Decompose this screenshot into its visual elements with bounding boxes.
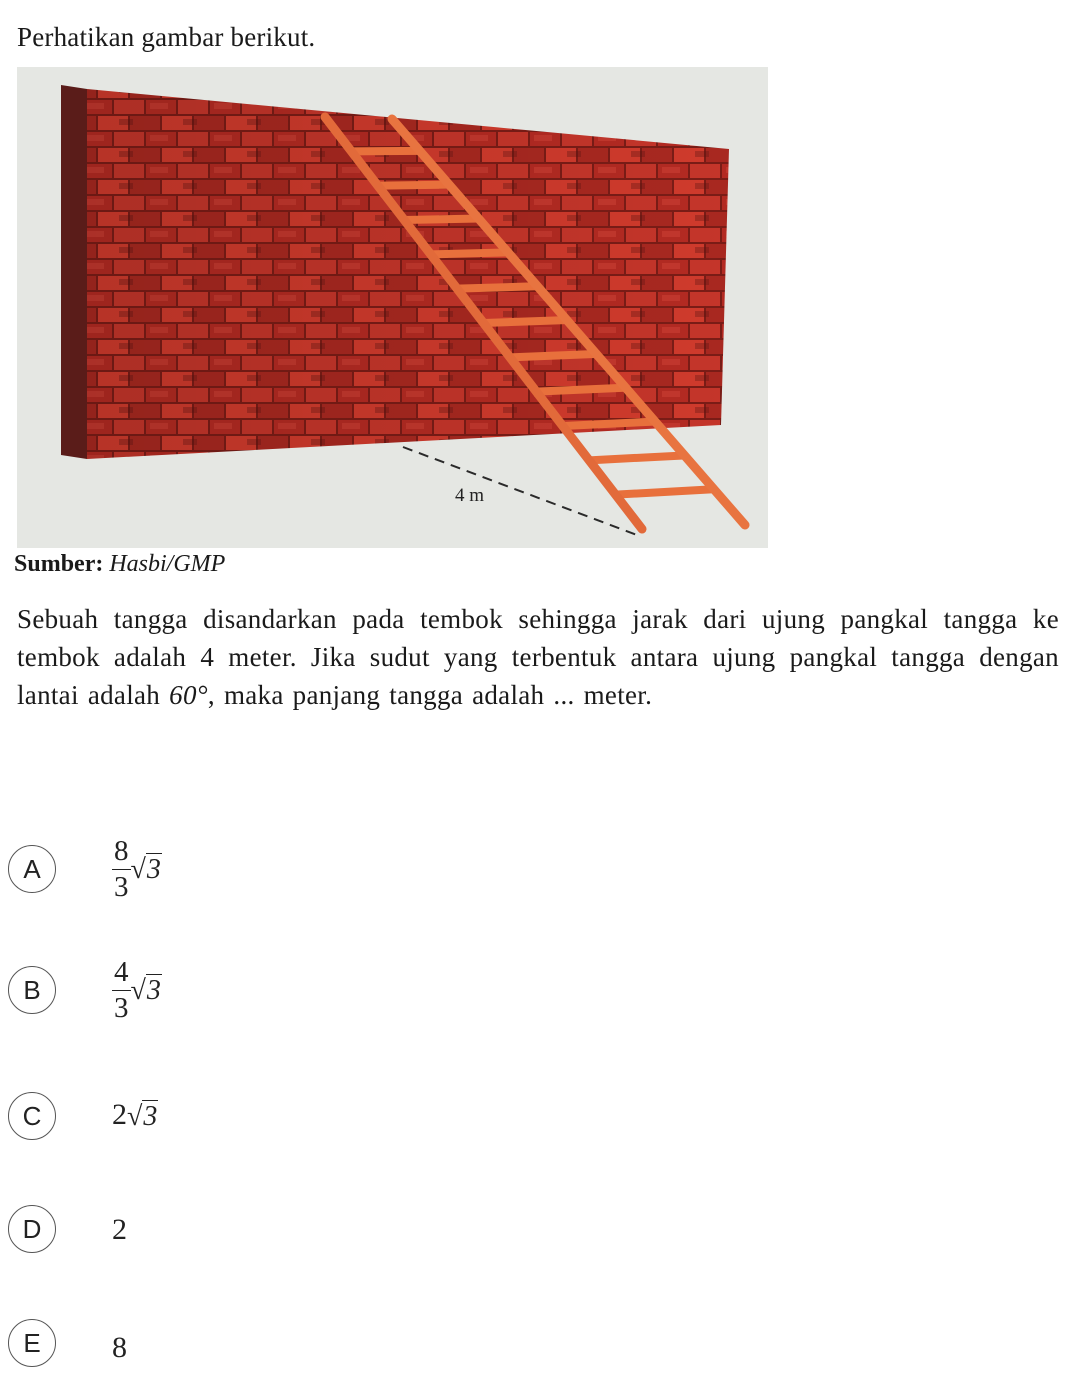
option-d[interactable] [8, 1205, 608, 1257]
option-c[interactable] [8, 1092, 608, 1144]
option-b-sqrt [131, 975, 162, 1007]
source-label: Sumber: [14, 551, 104, 577]
option-a-radicand: 3 [146, 853, 161, 885]
ladder-wall-figure [17, 67, 768, 548]
ladder-rung [510, 354, 598, 358]
ladder-rung [404, 219, 480, 221]
source-credit: Hasbi/GMP [109, 551, 226, 577]
question-text-after: , maka panjang tangga adalah ... meter. [207, 680, 653, 710]
option-e-letter[interactable]: E [8, 1319, 56, 1367]
ladder-rung [351, 151, 421, 152]
ladder-rung [616, 489, 716, 495]
option-d-letter[interactable]: D [8, 1205, 56, 1253]
option-a-numerator: 8 [112, 837, 131, 870]
option-b-letter[interactable]: B [8, 966, 56, 1014]
option-b-radicand: 3 [146, 974, 161, 1006]
option-e[interactable] [8, 1319, 608, 1371]
ladder-rung [563, 422, 657, 427]
option-b-numerator: 4 [112, 958, 131, 991]
option-c-coefficient: 2 [112, 1098, 127, 1131]
option-a-denominator: 3 [114, 871, 129, 903]
option-a-fraction [112, 837, 131, 902]
option-b-value [112, 958, 162, 1023]
intro-text: Perhatikan gambar berikut. [17, 22, 316, 52]
option-b[interactable] [8, 956, 608, 1024]
ladder-rung [536, 388, 627, 392]
wall-shading [87, 89, 729, 459]
ladder-rung [484, 320, 569, 323]
option-b-denominator: 3 [114, 992, 129, 1024]
question-angle: 60° [169, 680, 208, 710]
option-e-value: 8 [112, 1331, 127, 1364]
ladder-rung [589, 455, 686, 460]
option-a-letter[interactable]: A [8, 845, 56, 893]
option-c-radical: √ [127, 1101, 143, 1133]
option-a-sqrt [131, 854, 162, 886]
figure-illustration [17, 67, 768, 548]
option-b-fraction [112, 958, 131, 1023]
option-a-radical: √ [130, 853, 146, 885]
option-a-value [112, 837, 162, 902]
option-c-sqrt [127, 1101, 158, 1133]
option-b-radical: √ [130, 974, 146, 1006]
ladder-rung [378, 185, 451, 186]
image-source [14, 551, 225, 578]
ladder-rung [457, 286, 539, 289]
option-c-value [112, 1098, 158, 1133]
option-a[interactable] [8, 835, 608, 903]
question-text [17, 600, 1059, 714]
option-d-value: 2 [112, 1213, 127, 1246]
option-c-letter[interactable]: C [8, 1092, 56, 1140]
question-text-before: Sebuah tangga disandarkan pada tembok sehingga jarak dari ujung pangkal tangga ke tembok adalah 4 meter. Jika sudut yang terbentuk antara ujung pangkal tangga dengan lantai adalah [17, 604, 1059, 710]
option-c-radicand: 3 [143, 1101, 158, 1133]
wall-side [61, 85, 87, 459]
distance-label: 4 m [455, 485, 485, 506]
ladder-rung [431, 252, 510, 254]
